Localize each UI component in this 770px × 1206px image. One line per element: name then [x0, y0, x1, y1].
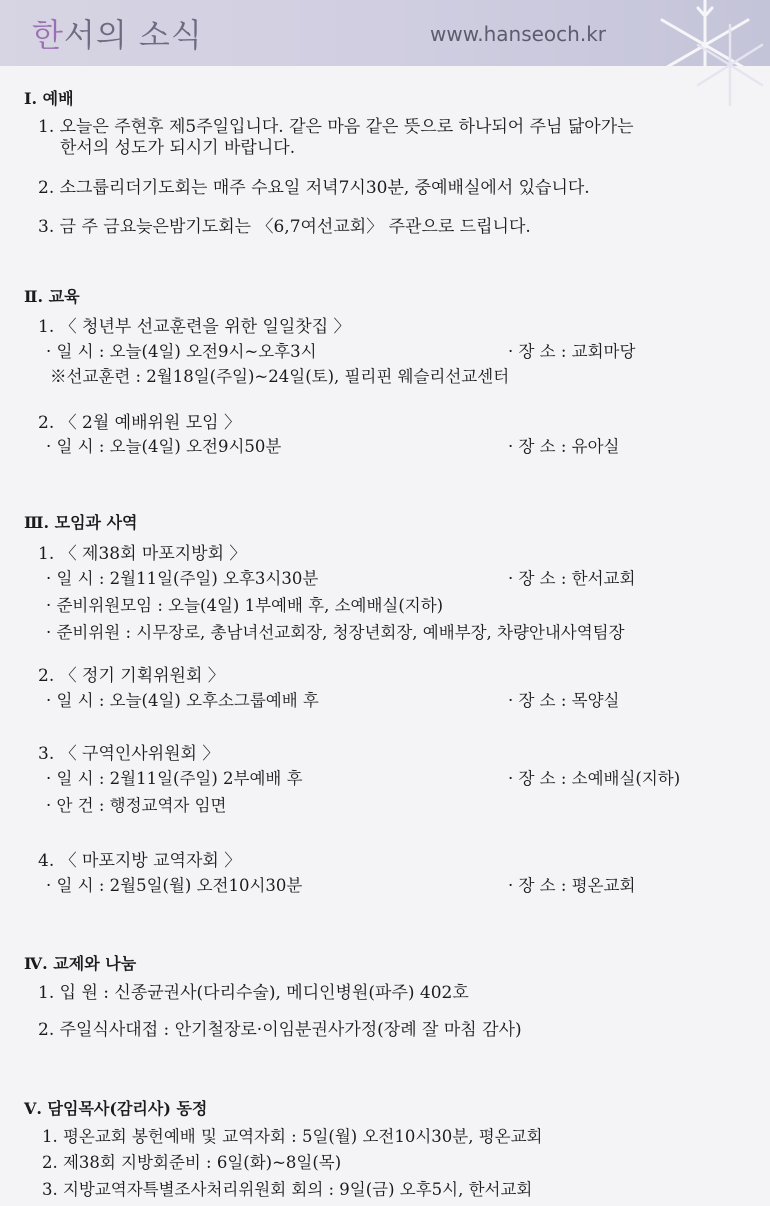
- church-url[interactable]: www.hanseoch.kr: [430, 22, 606, 46]
- event-place: · 장 소 : 목양실: [508, 691, 620, 710]
- newsletter-logo: 한서의 소식: [32, 16, 203, 54]
- page-header: [0, 0, 770, 66]
- event-time: · 일 시 : 2월11일(주일) 2부예배 후: [46, 769, 303, 788]
- event-title: 3. 〈 구역인사위원회 〉: [38, 744, 220, 764]
- list-item: 1. 오늘은 주현후 제5주일입니다. 같은 마음 같은 뜻으로 하나되어 주님 닮아가는: [38, 117, 634, 137]
- event-title: 1. 〈 청년부 선교훈련을 위한 일일찻집 〉: [38, 317, 351, 337]
- event-detail: · 안 건 : 행정교역자 임면: [46, 796, 227, 815]
- list-item: 2. 제38회 지방회준비 : 6일(화)~8일(목): [42, 1153, 342, 1172]
- event-time: · 일 시 : 오늘(4일) 오후소그룹예배 후: [46, 691, 319, 710]
- snowflake-icon: [690, 20, 770, 110]
- event-title: 4. 〈 마포지방 교역자회 〉: [38, 851, 242, 871]
- event-detail: · 준비위원모임 : 오늘(4일) 1부예배 후, 소예배실(지하): [46, 596, 444, 615]
- list-item: 1. 입 원 : 신종균권사(다리수술), 메디인병원(파주) 402호: [38, 983, 469, 1003]
- event-title: 2. 〈 정기 기획위원회 〉: [38, 666, 225, 686]
- event-place: · 장 소 : 유아실: [508, 437, 620, 456]
- section-title-pastor-schedule: Ⅴ. 담임목사(감리사) 동정: [24, 1099, 208, 1118]
- event-time: · 일 시 : 오늘(4일) 오전9시~오후3시: [46, 342, 317, 361]
- list-item: 한서의 성도가 되시기 바랍니다.: [60, 138, 296, 158]
- section-title-fellowship: Ⅳ. 교제와 나눔: [24, 954, 137, 973]
- section-title-worship: Ⅰ. 예배: [24, 89, 74, 108]
- section-title-meetings: Ⅲ. 모임과 사역: [24, 513, 138, 532]
- event-place: · 장 소 : 교회마당: [508, 342, 636, 361]
- section-title-education: Ⅱ. 교육: [24, 287, 80, 306]
- event-detail: · 준비위원 : 시무장로, 총남녀선교회장, 청장년회장, 예배부장, 차량안내사역팀장: [46, 623, 625, 642]
- event-place: · 장 소 : 평온교회: [508, 876, 636, 895]
- event-time: · 일 시 : 2월11일(주일) 오후3시30분: [46, 569, 319, 588]
- event-time: · 일 시 : 오늘(4일) 오전9시50분: [46, 437, 282, 456]
- event-place: · 장 소 : 소예배실(지하): [508, 769, 681, 788]
- list-item: 3. 금 주 금요늦은밤기도회는 〈6,7여선교회〉 주관으로 드립니다.: [38, 217, 531, 237]
- event-title: 1. 〈 제38회 마포지방회 〉: [38, 544, 247, 564]
- list-item: 1. 평온교회 봉헌예배 및 교역자회 : 5일(월) 오전10시30분, 평온교회: [42, 1127, 543, 1146]
- list-item: 2. 주일식사대접 : 안기철장로·이임분권사가정(장례 잘 마침 감사): [38, 1020, 522, 1040]
- event-place: · 장 소 : 한서교회: [508, 569, 636, 588]
- event-note: ※선교훈련 : 2월18일(주일)~24일(토), 필리핀 웨슬리선교센터: [50, 367, 510, 386]
- list-item: 2. 소그룹리더기도회는 매주 수요일 저녁7시30분, 중예배실에서 있습니다.: [38, 178, 590, 198]
- event-time: · 일 시 : 2월5일(월) 오전10시30분: [46, 876, 303, 895]
- list-item: 3. 지방교역자특별조사처리위원회 회의 : 9일(금) 오후5시, 한서교회: [42, 1180, 533, 1199]
- event-title: 2. 〈 2월 예배위원 모임 〉: [38, 413, 242, 433]
